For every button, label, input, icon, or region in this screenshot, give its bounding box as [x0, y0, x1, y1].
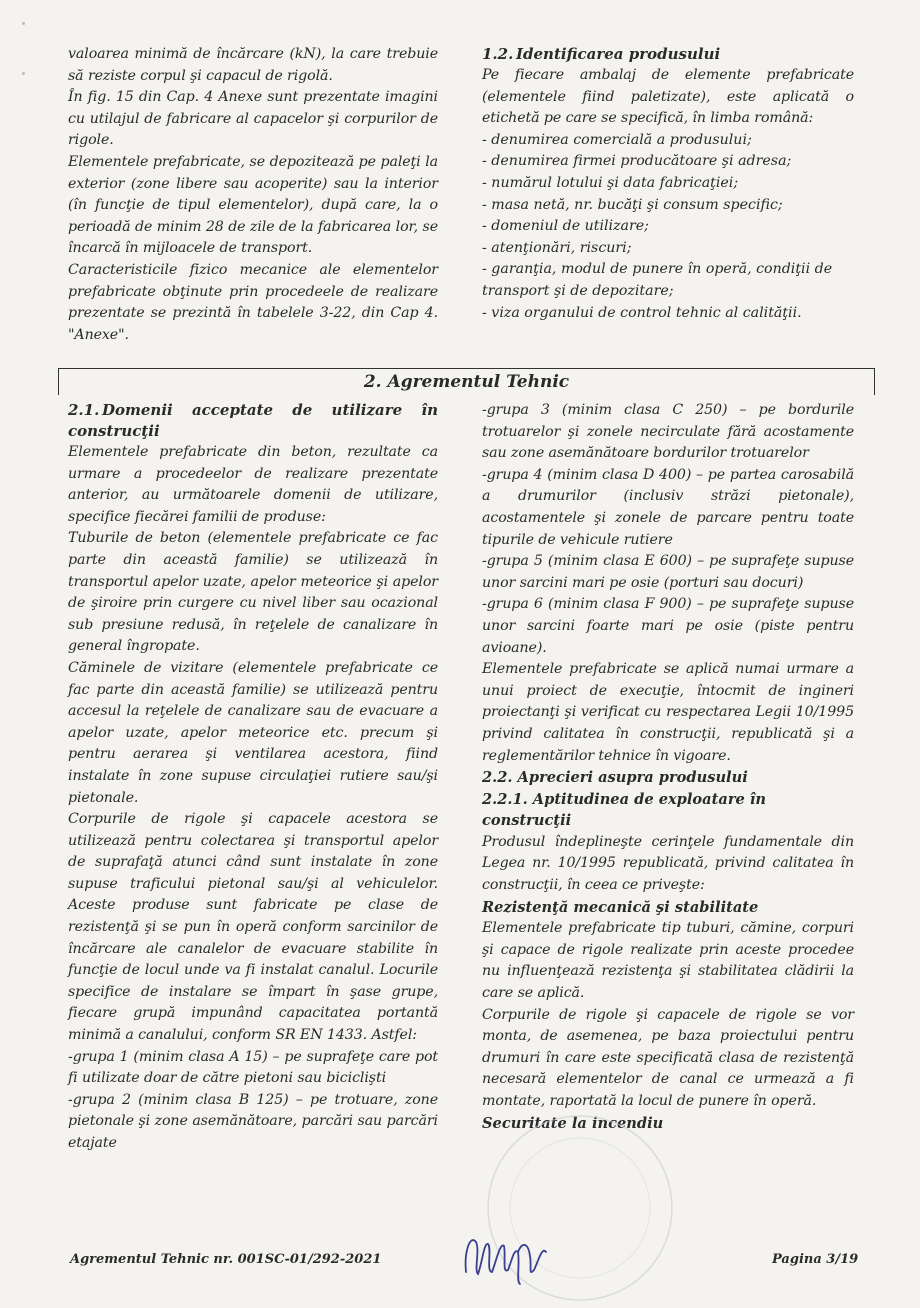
paragraph: -grupa 6 (minim clasa F 900) – pe suprafeţe supuse unor sarcini foarte mari pe osie (piste pentru avioane).: [482, 596, 854, 656]
heading-text: Identificarea produsului: [516, 45, 721, 63]
paragraph: -grupa 4 (minim clasa D 400) – pe partea carosabilă a drumurilor (inclusiv străzi pietonale), acostamentele şi zonele de parcare pentru toate tipurile de vehicule rutiere: [482, 466, 854, 548]
paragraph: Elementele prefabricate din beton, rezultate ca urmare a procedeelor de realizare prezentate anterior, au următoarele domenii de utilizare, specifice fiecărei familii de produse:: [68, 444, 438, 525]
subsection-heading: 2.2.1. Aptitudinea de exploatare în construcţii: [482, 790, 767, 830]
heading-number: 2.1.: [68, 401, 100, 419]
paragraph: valoarea minimă de încărcare (kN), la care trebuie să reziste corpul şi capacul de rigolă.: [68, 46, 438, 84]
paragraph: -grupa 5 (minim clasa E 600) – pe suprafeţe supuse unor sarcini mari pe osie (porturi sau docuri): [482, 553, 854, 591]
section-banner: [58, 368, 875, 395]
section-heading: [68, 400, 438, 442]
right-bottom-column: [482, 400, 854, 1134]
left-top-column: [68, 44, 438, 346]
paragraph: Corpurile de rigole şi capacele acestora se utilizează pentru colectarea şi transportul apelor de suprafaţă atunci când sunt instalate în zone supuse traficului pietonal sau/şi al vehiculelor. Aceste produse sunt fabricate pe clase de rezistenţă şi se pun în operă conform sarcinilor de încărcare ale canalelor de evacuare stabilite în funcţie de locul unde va fi instalat canalul. Locurile specifice de instalare se împart în şase grupe, fiecare grupă impunând capacitatea portantă minimă a canalului, conform SR EN 1433. Astfel:: [68, 811, 438, 1044]
paragraph: Elementele prefabricate tip tuburi, cămine, corpuri şi capace de rigole realizate prin aceste procedee nu influenţează rezistenţa şi stabilitatea clădirii la care se aplică.: [482, 920, 854, 1002]
paragraph: Produsul îndeplineşte cerinţele fundamentale din Legea nr. 10/1995 republicată, privind calitatea în construcţii, în ceea ce priveşte:: [482, 833, 854, 894]
list-item: - denumirea comercială a produsului;: [482, 131, 752, 148]
heading-text: Domenii acceptate de utilizare în construcţii: [68, 401, 438, 440]
list-item: - numărul lotului şi data fabricaţiei;: [482, 174, 739, 191]
section-heading: [482, 44, 854, 65]
list-item: - domeniul de utilizare;: [482, 218, 649, 235]
paragraph: -grupa 3 (minim clasa C 250) – pe bordurile trotuarelor şi zonele necirculate fără acostamente sau zone asemănătoare bordurilor trotuarelor: [482, 402, 854, 462]
subsection-heading: 2.2. Aprecieri asupra produsului: [482, 769, 748, 787]
footer-reference: Agrementul Tehnic nr. 001SC-01/292-2021: [70, 1252, 382, 1267]
subsection-heading: Rezistenţă mecanică şi stabilitate: [482, 898, 759, 916]
scan-speck: [22, 72, 25, 75]
scan-speck: [22, 22, 25, 25]
paragraph: Căminele de vizitare (elementele prefabricate ce fac parte din această familie) se utilizează pentru accesul la reţelele de canalizare sau de evacuare a apelor uzate, apelor meteorice etc. precum şi pentru aerarea şi ventilarea acestora, fiind instalate în zone supuse circulaţiei rutiere sau/şi pietonale.: [68, 659, 438, 806]
paragraph: Tuburile de beton (elementele prefabricate ce fac parte din această familie) se utilizează în transportul apelor uzate, apelor meteorice şi apelor de şiroire prin curgere cu nivel liber sau ocazional sub presiune redusă, în reţelele de canalizare în general îngropate.: [68, 530, 438, 655]
heading-number: 1.2.: [482, 45, 514, 63]
left-bottom-column: [68, 400, 438, 1155]
page-number: Pagina 3/19: [772, 1252, 859, 1267]
right-top-column: [482, 44, 854, 324]
signature-mark: [448, 1212, 588, 1292]
list-item: - masa netă, nr. bucăţi şi consum specific;: [482, 196, 783, 213]
list-item: - garanţia, modul de punere în operă, condiţii de transport şi de depozitare;: [482, 261, 833, 299]
paragraph: Caracteristicile fizico mecanice ale elementelor prefabricate obţinute prin procedeele de realizare prezentate se prezintă în tabelele 3-22, din Cap 4. "Anexe".: [68, 261, 438, 343]
paragraph: În fig. 15 din Cap. 4 Anexe sunt prezentate imagini cu utilajul de fabricare al capacelor şi corpurilor de rigole.: [68, 89, 438, 149]
subsection-heading: Securitate la incendiu: [482, 1114, 664, 1132]
paragraph: -grupa 2 (minim clasa B 125) – pe trotuare, zone pietonale şi zone asemănătoare, parcări sau parcări etajate: [68, 1091, 438, 1151]
paragraph: Pe fiecare ambalaj de elemente prefabricate (elementele fiind paletizate), este aplicată o etichetă pe care se specifică, în limba română:: [482, 67, 854, 127]
paragraph: Elementele prefabricate se aplică numai urmare a unui proiect de execuţie, întocmit de ingineri proiectanţi şi verificat cu respectarea Legii 10/1995 privind calitatea în construcţii, republicată şi a reglementărilor tehnice în vigoare.: [482, 661, 854, 764]
list-item: - viza organului de control tehnic al calităţii.: [482, 304, 802, 321]
list-item: - denumirea firmei producătoare şi adresa;: [482, 153, 792, 170]
paragraph: -grupa 1 (minim clasa A 15) – pe suprafeţe care pot fi utilizate doar de către pietoni sau biciclişti: [68, 1048, 438, 1087]
paragraph: Corpurile de rigole şi capacele de rigole se vor monta, de asemenea, pe baza proiectului pentru drumuri în care este specificată clasa de rezistenţă necesară elementelor de canal ce urmează a fi montate, raportată la locul de punere în operă.: [482, 1006, 854, 1109]
list-item: - atenţionări, riscuri;: [482, 239, 632, 256]
section-title: 2. Agrementul Tehnic: [363, 372, 570, 392]
paragraph: Elementele prefabricate, se depozitează pe paleţi la exterior (zone libere sau acoperite) sau la interior (în funcţie de tipul elementelor), după care, la o perioadă de minim 28 de zile de la fabricarea lor, se încarcă în mijloacele de transport.: [68, 153, 438, 257]
